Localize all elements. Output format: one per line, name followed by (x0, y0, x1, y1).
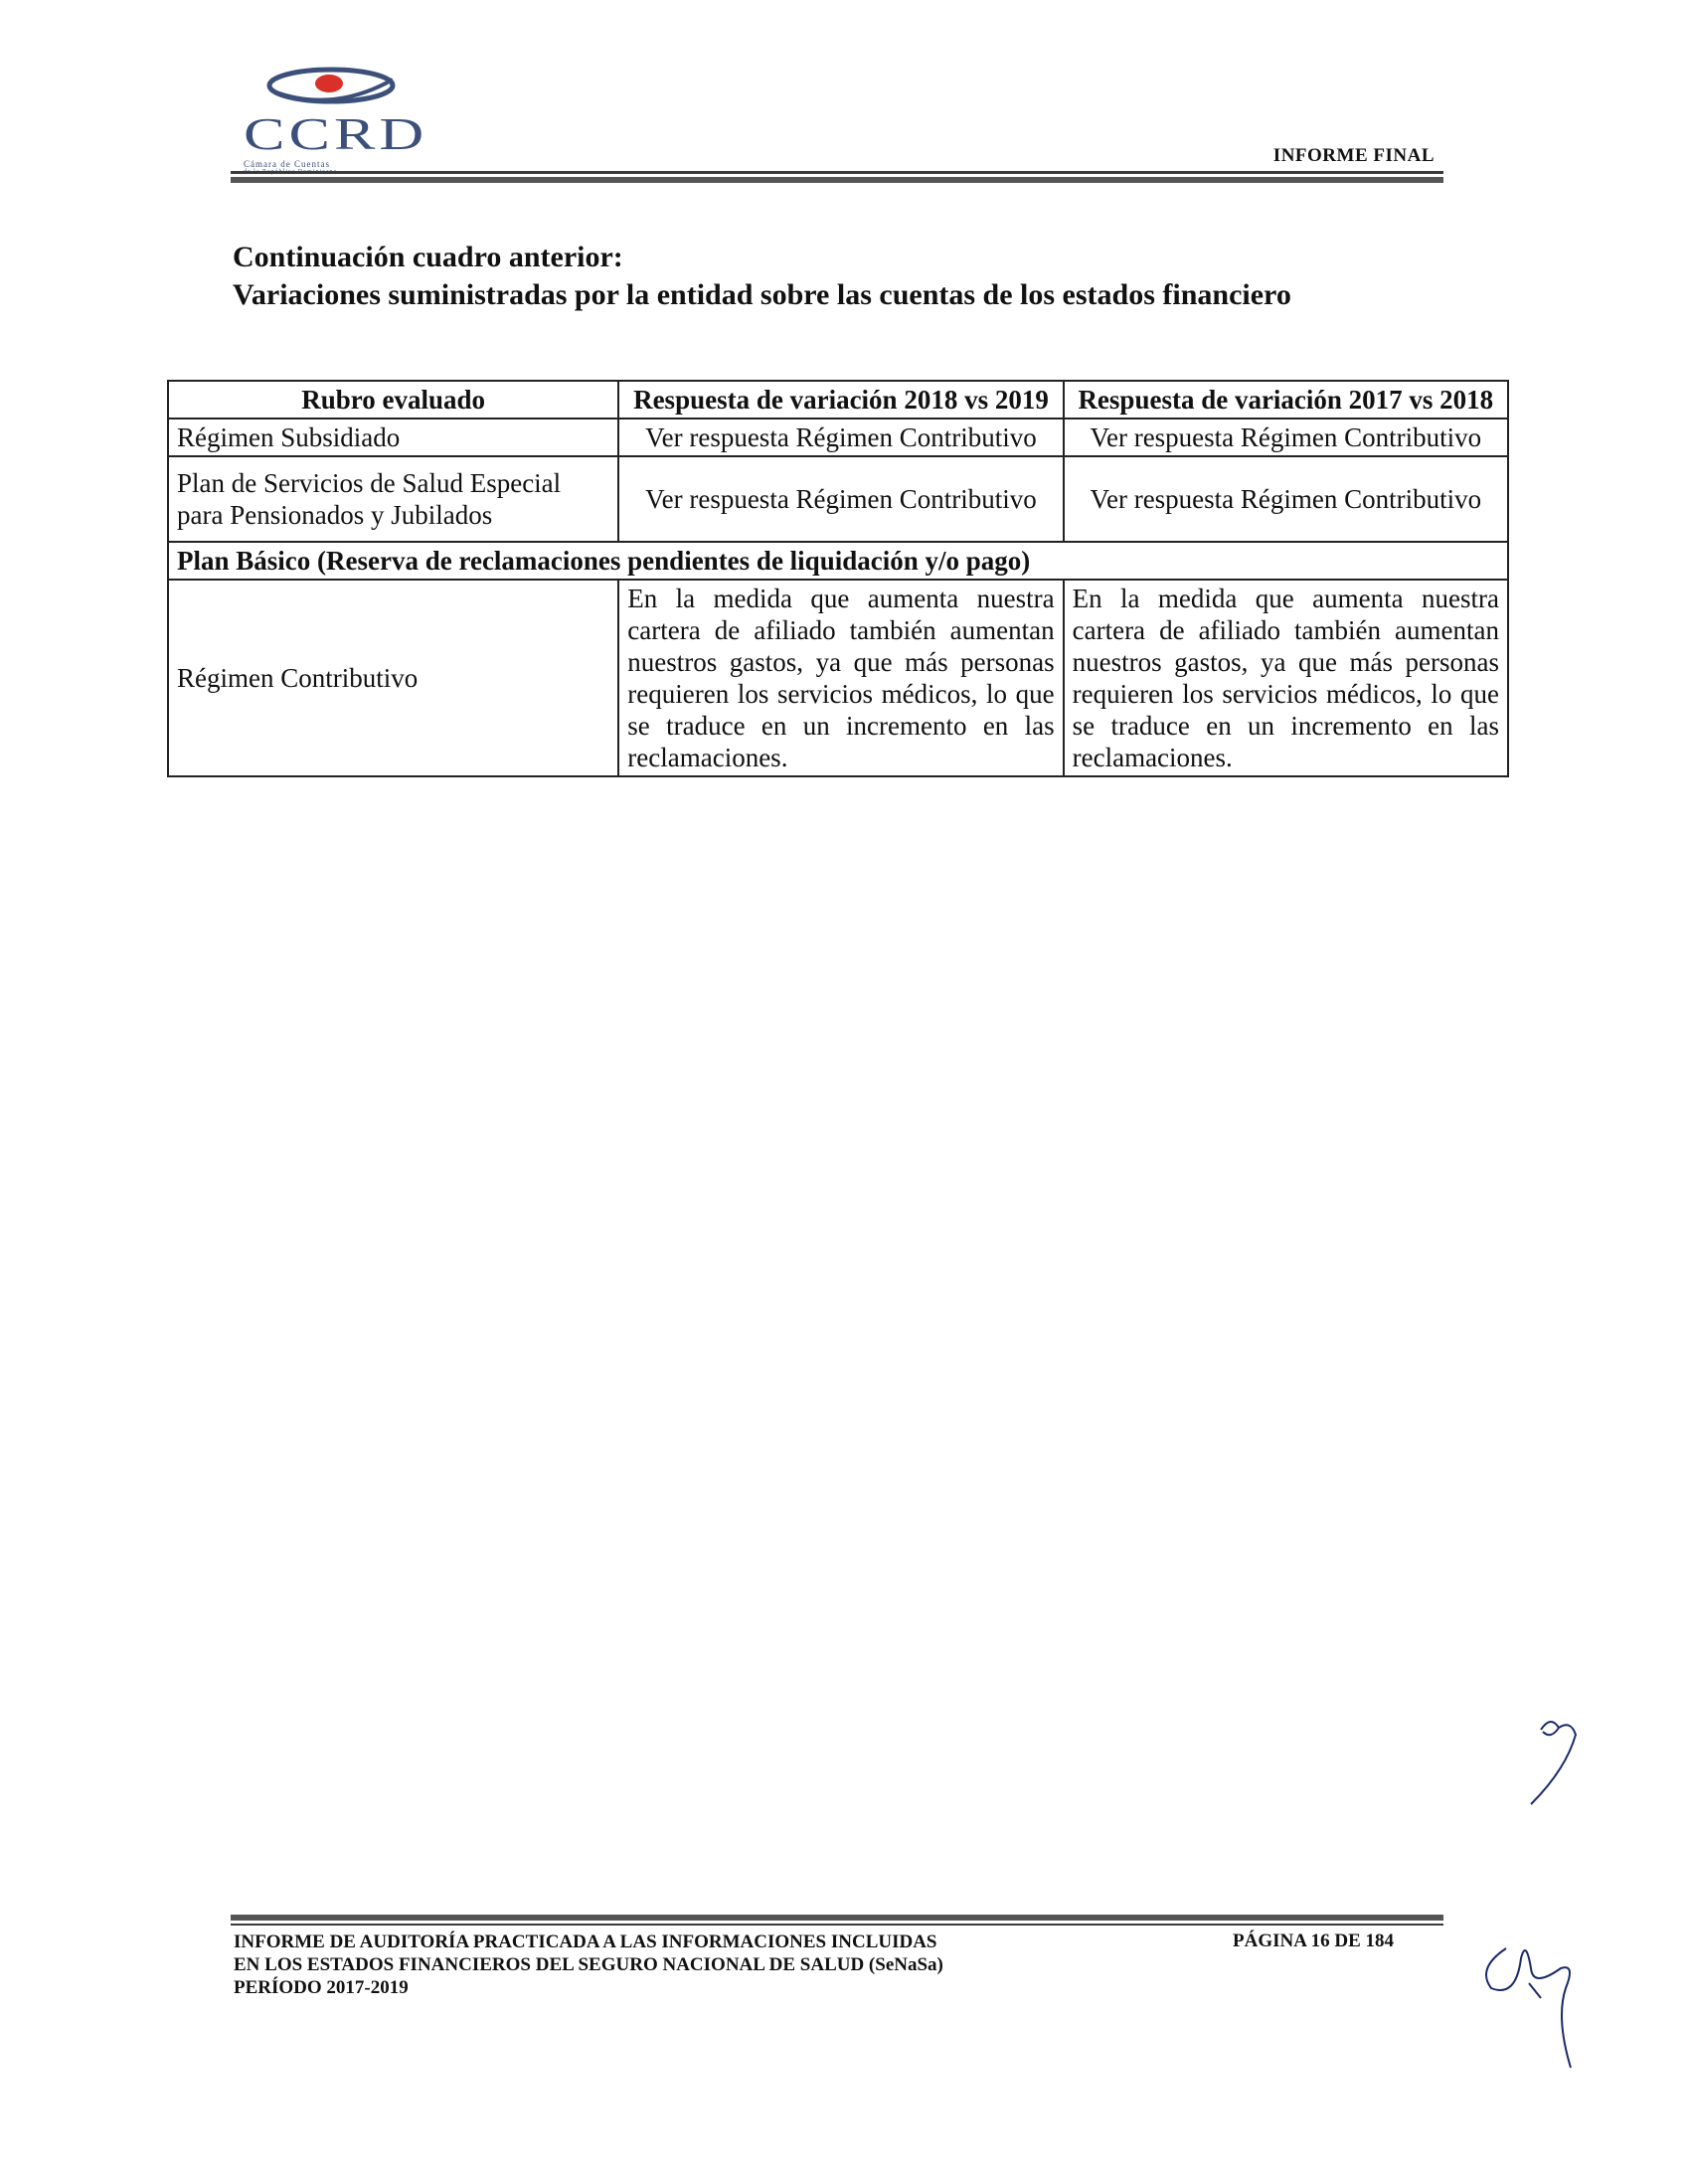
table-row (168, 456, 1508, 542)
table-row (168, 419, 1508, 456)
handwritten-signature (1471, 1929, 1601, 2078)
header-rule-thin (231, 171, 1443, 174)
footer-rule-thick (231, 1915, 1443, 1921)
footer-line-3: PERÍODO 2017-2019 (234, 1977, 409, 1998)
footer-rule-thin (231, 1924, 1443, 1926)
row-rubro: Régimen Subsidiado (168, 419, 618, 456)
logo-acronym: CCRD (244, 108, 428, 159)
variations-table (167, 380, 1509, 777)
section-plan-basico: Plan Básico (Reserva de reclamaciones pendientes de liquidación y/o pago) (168, 542, 1508, 580)
footer-line-2: EN LOS ESTADOS FINANCIEROS DEL SEGURO NACIONAL DE SALUD (SeNaSa) (234, 1954, 943, 1975)
footer-text (234, 1931, 943, 1999)
section-title (233, 239, 1291, 314)
row-response-2019: Ver respuesta Régimen Contributivo (618, 419, 1063, 456)
row-response-2018: Ver respuesta Régimen Contributivo (1064, 456, 1508, 542)
table-row (168, 580, 1508, 776)
row-rubro: Plan de Servicios de Salud Especial para Pensionados y Jubilados (168, 456, 618, 542)
row-rubro: Régimen Contributivo (168, 580, 618, 776)
header-rubro: Rubro evaluado (168, 381, 618, 419)
table-header-row (168, 381, 1508, 419)
row-response-2018: Ver respuesta Régimen Contributivo (1064, 419, 1508, 456)
row-response-2019: Ver respuesta Régimen Contributivo (618, 456, 1063, 542)
logo-name: Cámara de Cuentas (244, 159, 330, 169)
table-section-row (168, 542, 1508, 580)
title-line-2: Variaciones suministradas por la entidad sobre las cuentas de los estados financiero (233, 278, 1291, 311)
handwritten-initial (1521, 1710, 1591, 1809)
ccrd-logo-text (244, 108, 442, 175)
row-response-2018: En la medida que aumenta nuestra cartera de afiliado también aumentan nuestros gastos, ya que más personas requieren los servicios médicos, lo que se traduce en un incremento en las reclamaciones. (1064, 580, 1508, 776)
header-2018-2019: Respuesta de variación 2018 vs 2019 (618, 381, 1063, 419)
header-rule-thick (231, 177, 1443, 183)
row-response-2019: En la medida que aumenta nuestra cartera de afiliado también aumentan nuestros gastos, ya que más personas requieren los servicios médicos, lo que se traduce en un incremento en las reclamaciones. (618, 580, 1063, 776)
title-line-1: Continuación cuadro anterior: (233, 241, 623, 273)
footer-line-1: INFORME DE AUDITORÍA PRACTICADA A LAS INFORMACIONES INCLUIDAS (234, 1932, 937, 1952)
header-2017-2018: Respuesta de variación 2017 vs 2018 (1064, 381, 1508, 419)
header-label: INFORME FINAL (1272, 145, 1435, 166)
page-number: PÁGINA 16 DE 184 (1233, 1931, 1395, 1951)
